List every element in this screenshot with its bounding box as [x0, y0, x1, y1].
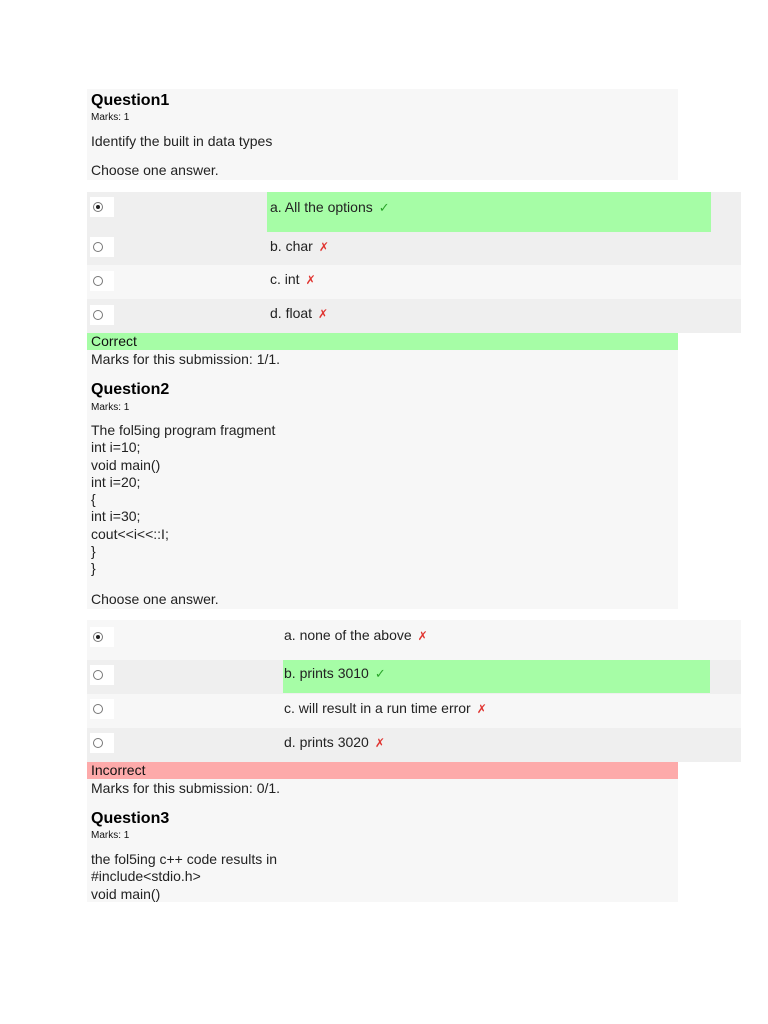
code-line: } [91, 560, 96, 577]
answer-option-b[interactable] [87, 232, 741, 265]
choose-prompt: Choose one answer. [91, 162, 219, 178]
answer-option-label [284, 700, 487, 716]
feedback-correct [87, 333, 678, 350]
option-text: c. will result in a run time error [284, 700, 471, 716]
radio-button[interactable] [93, 310, 103, 320]
answer-option-label [270, 305, 328, 321]
radio-box [90, 305, 114, 325]
question-title: Question2 [91, 381, 170, 398]
submission-marks [87, 779, 678, 801]
radio-box [90, 665, 114, 685]
code-line: cout<<i<<::I; [91, 525, 169, 542]
radio-button-selected[interactable] [93, 202, 103, 212]
question-3-header [87, 801, 678, 902]
check-icon: ✓ [374, 666, 386, 681]
radio-box [90, 271, 114, 291]
answer-option-label [284, 734, 385, 750]
answer-option-c[interactable] [87, 694, 741, 728]
code-line: int i=30; [91, 508, 141, 525]
question-title: Question1 [91, 92, 170, 109]
answer-option-label [270, 199, 390, 216]
code-line: { [91, 491, 96, 508]
cross-icon: ✗ [417, 629, 428, 643]
code-line: int i=10; [91, 439, 141, 456]
question-2-header [87, 372, 678, 609]
answer-option-a[interactable] [87, 192, 741, 232]
answer-option-label [270, 271, 316, 287]
cross-icon: ✗ [318, 240, 329, 254]
radio-button-selected[interactable] [93, 632, 103, 642]
code-line: void main() [91, 456, 161, 473]
option-text: a. none of the above [284, 627, 412, 643]
option-text: c. int [270, 271, 300, 287]
question-1-header [87, 89, 678, 180]
option-text: b. char [270, 238, 313, 254]
question-text-line: The fol5ing program fragment [91, 422, 276, 438]
answer-option-label [284, 627, 428, 643]
radio-button[interactable] [93, 670, 103, 680]
answer-option-label [270, 238, 329, 254]
option-text: a. All the options [270, 199, 373, 215]
radio-box [90, 237, 114, 257]
answer-option-a[interactable] [87, 620, 741, 660]
code-line: #include<stdio.h> [91, 868, 201, 885]
cross-icon: ✗ [374, 736, 385, 750]
radio-box [90, 197, 114, 217]
option-text: b. prints 3010 [284, 665, 369, 681]
question-text [91, 422, 275, 578]
feedback-text: Incorrect [91, 762, 146, 778]
check-icon: ✓ [378, 200, 390, 215]
choose-prompt: Choose one answer. [91, 591, 219, 607]
radio-button[interactable] [93, 242, 103, 252]
answer-option-d[interactable] [87, 299, 741, 333]
submission-marks [87, 350, 678, 372]
code-line: } [91, 543, 96, 560]
question-marks: Marks: 1 [91, 402, 130, 413]
cross-icon: ✗ [476, 702, 487, 716]
question-text [91, 133, 272, 150]
option-text: d. float [270, 305, 313, 321]
answer-option-label [284, 665, 386, 682]
answer-option-c[interactable] [87, 265, 741, 299]
option-text: d. prints 3020 [284, 734, 369, 750]
radio-button[interactable] [93, 738, 103, 748]
code-line: void main() [91, 885, 161, 902]
feedback-text: Correct [91, 333, 137, 349]
code-line: int i=20; [91, 473, 141, 490]
radio-button[interactable] [93, 276, 103, 286]
cross-icon: ✗ [318, 307, 329, 321]
question-text-line: Identify the built in data types [91, 133, 273, 149]
submission-marks-text: Marks for this submission: 1/1. [91, 351, 281, 367]
question-text [91, 851, 277, 903]
radio-button[interactable] [93, 704, 103, 714]
feedback-incorrect [87, 762, 678, 779]
answer-option-d[interactable] [87, 728, 741, 762]
answer-option-b[interactable] [87, 660, 741, 694]
question-text-line: the fol5ing c++ code results in [91, 851, 278, 867]
radio-box [90, 699, 114, 719]
question-marks: Marks: 1 [91, 830, 130, 841]
question-title: Question3 [91, 810, 170, 827]
submission-marks-text: Marks for this submission: 0/1. [91, 780, 281, 796]
question-marks: Marks: 1 [91, 112, 130, 123]
radio-box [90, 733, 114, 753]
radio-box [90, 627, 114, 647]
cross-icon: ✗ [305, 273, 316, 287]
